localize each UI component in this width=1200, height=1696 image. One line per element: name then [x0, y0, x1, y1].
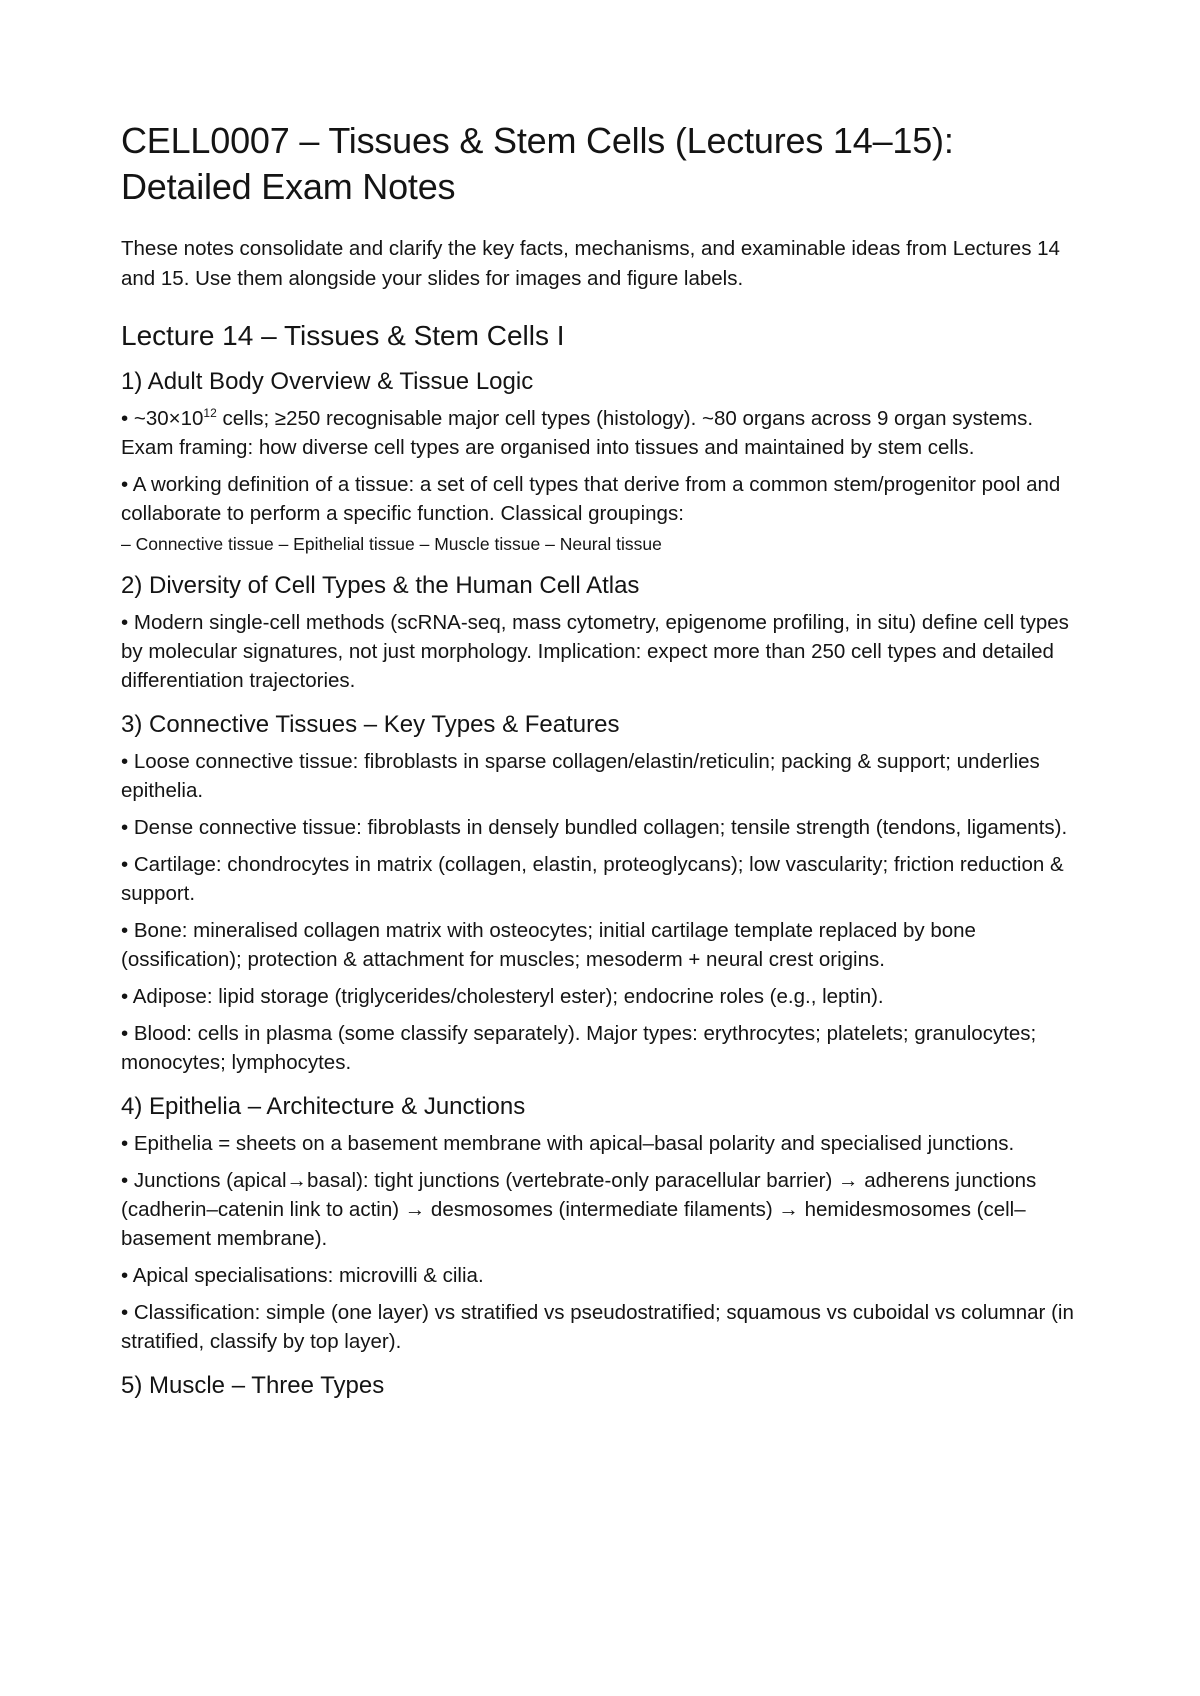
section-4-bullet: • Classification: simple (one layer) vs stratified vs pseudostratified; squamous vs cuboidal vs columnar (in stratified, classify by top layer). — [121, 1301, 1074, 1353]
section-1 — [121, 366, 1081, 556]
section-3-bullet: • Bone: mineralised collagen matrix with osteocytes; initial cartilage template replaced by bone (ossification); protection & attachment for muscles; mesoderm + neural crest origins. — [121, 919, 976, 971]
document-title: CELL0007 – Tissues & Stem Cells (Lectures 14–15): Detailed Exam Notes — [121, 120, 954, 207]
section-2-heading: 2) Diversity of Cell Types & the Human Cell Atlas — [121, 572, 640, 599]
section-3-bullet: • Blood: cells in plasma (some classify separately). Major types: erythrocytes; platelets; granulocytes; monocytes; lymphocytes. — [121, 1022, 1037, 1074]
section-4-bullet: • Apical specialisations: microvilli & cilia. — [121, 1264, 484, 1287]
intro-paragraph: These notes consolidate and clarify the key facts, mechanisms, and examinable ideas from Lectures 14 and 15. Use them alongside your slides for images and figure labels. — [121, 237, 1060, 290]
section-1-heading: 1) Adult Body Overview & Tissue Logic — [121, 368, 534, 395]
section-3 — [121, 709, 1081, 1077]
section-5 — [121, 1370, 1081, 1402]
section-3-bullet: • Cartilage: chondrocytes in matrix (collagen, elastin, proteoglycans); low vascularity; friction reduction & support. — [121, 853, 1064, 905]
lecture-14-heading: Lecture 14 – Tissues & Stem Cells I — [121, 320, 565, 351]
tissue-groupings: – Connective tissue – Epithelial tissue – Muscle tissue – Neural tissue — [121, 534, 662, 554]
bullet-1-text-end: cells; ≥250 recognisable major cell types (histology). ~80 organs across 9 organ systems. Exam framing: how diverse cell types are organised into tissues and maintained by stem cells. — [121, 407, 1034, 459]
section-2-bullet-1: • Modern single-cell methods (scRNA-seq, mass cytometry, epigenome profiling, in situ) define cell types by molecular signatures, not just morphology. Implication: expect more than 250 cell types and detailed differentiation trajectories. — [121, 611, 1069, 692]
section-3-bullet: • Loose connective tissue: fibroblasts in sparse collagen/elastin/reticulin; packing & support; underlies epithelia. — [121, 750, 1040, 802]
bullet-1-text-start: • ~30×10 — [121, 407, 204, 430]
section-3-bullet: • Adipose: lipid storage (triglycerides/cholesteryl ester); endocrine roles (e.g., leptin). — [121, 985, 884, 1008]
section-1-bullet-1 — [121, 404, 1081, 462]
exponent: 12 — [203, 406, 217, 421]
section-1-bullet-2: • A working definition of a tissue: a set of cell types that derive from a common stem/progenitor pool and collaborate to perform a specific function. Classical groupings: — [121, 473, 1061, 525]
section-3-bullet: • Dense connective tissue: fibroblasts in densely bundled collagen; tensile strength (tendons, ligaments). — [121, 816, 1068, 839]
section-4-heading: 4) Epithelia – Architecture & Junctions — [121, 1093, 526, 1120]
document-page — [121, 118, 1081, 1416]
section-2 — [121, 570, 1081, 695]
section-4 — [121, 1091, 1081, 1356]
section-4-bullet: • Epithelia = sheets on a basement membrane with apical–basal polarity and specialised junctions. — [121, 1132, 1015, 1155]
section-4-bullet: • Junctions (apical→basal): tight junctions (vertebrate-only paracellular barrier) → adherens junctions (cadherin–catenin link to actin) → desmosomes (intermediate filaments) → hemidesmosomes (cell–basement membrane). — [121, 1169, 1037, 1250]
section-3-heading: 3) Connective Tissues – Key Types & Features — [121, 711, 620, 738]
section-5-heading: 5) Muscle – Three Types — [121, 1372, 385, 1399]
